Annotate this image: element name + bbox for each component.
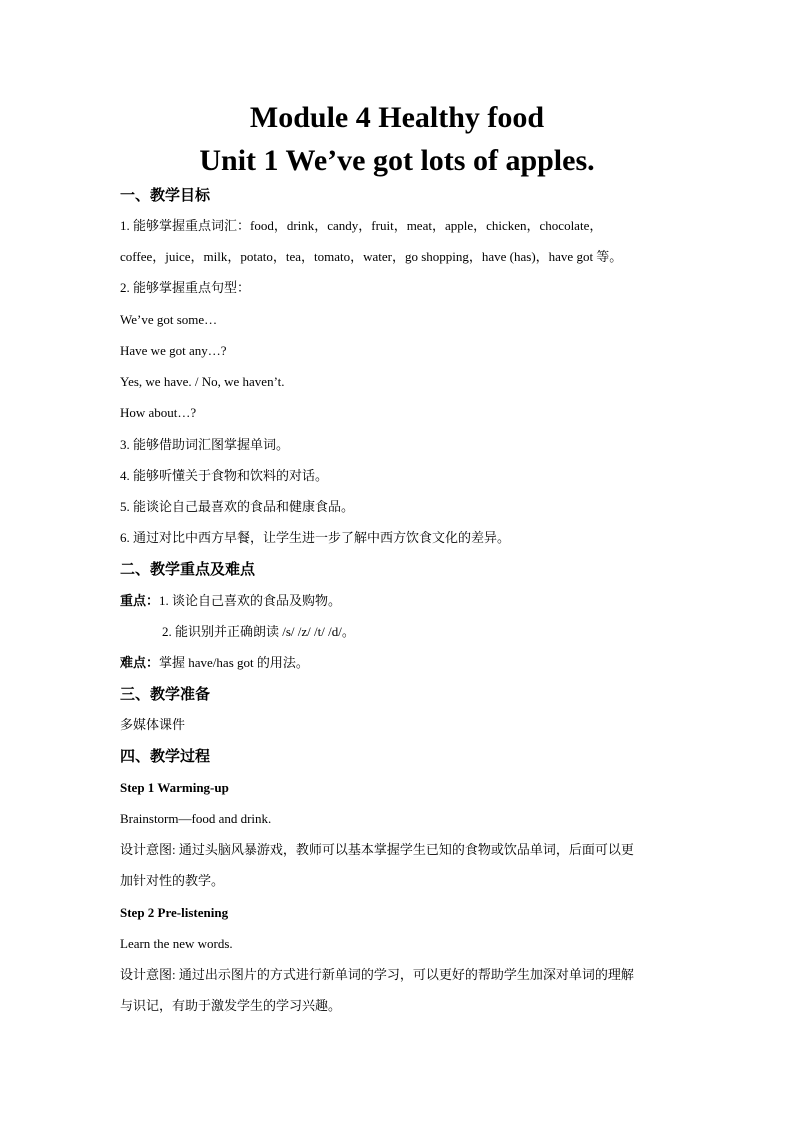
difficulty-text: 掌握 have/has got 的用法。 xyxy=(159,655,309,670)
section-heading-objectives: 一、教学目标 xyxy=(120,186,211,204)
objective-3: 3. 能够借助词汇图掌握单词。 xyxy=(120,437,290,452)
sentence-pattern-4: How about…? xyxy=(120,405,197,420)
key-label: 重点： xyxy=(120,593,160,608)
step-2-content: Learn the new words. xyxy=(120,936,233,951)
objective-2: 2. 能够掌握重点句型： xyxy=(120,280,251,295)
objective-1-line-2: coffee，juice，milk，potato，tea，tomato，water，go shopping，have (has)，have got 等。 xyxy=(120,249,623,264)
objective-5: 5. 能谈论自己最喜欢的食品和健康食品。 xyxy=(120,499,355,514)
section-heading-process: 四、教学过程 xyxy=(120,747,211,765)
sentence-pattern-2: Have we got any…? xyxy=(120,343,227,358)
step-2-intent-line-1: 设计意图: 通过出示图片的方式进行新单词的学习，可以更好的帮助学生加深对单词的理解 xyxy=(120,967,634,982)
module-title: Module 4 Healthy food xyxy=(249,101,545,134)
step-1-intent-line-2: 加针对性的教学。 xyxy=(120,873,225,888)
step-2-title: Step 2 Pre-listening xyxy=(120,905,229,920)
difficulty-label: 难点： xyxy=(120,655,160,670)
step-2-intent-line-2: 与识记，有助于激发学生的学习兴趣。 xyxy=(120,998,342,1013)
step-1-title: Step 1 Warming-up xyxy=(120,780,229,795)
objective-1-line-1: 1. 能够掌握重点词汇：food，drink，candy，fruit，meat，apple，chicken，chocolate， xyxy=(120,218,603,233)
objective-4: 4. 能够听懂关于食物和饮料的对话。 xyxy=(120,468,329,483)
unit-title: Unit 1 We’ve got lots of apples. xyxy=(199,144,595,177)
sentence-pattern-3: Yes, we have. / No, we haven’t. xyxy=(120,374,285,389)
step-1-intent-line-1: 设计意图: 通过头脑风暴游戏，教师可以基本掌握学生已知的食物或饮品单词，后面可以更 xyxy=(120,842,634,857)
difficulty-point xyxy=(120,654,309,672)
step-1-content: Brainstorm—food and drink. xyxy=(120,811,272,826)
objective-6: 6. 通过对比中西方早餐，让学生进一步了解中西方饮食文化的差异。 xyxy=(120,530,511,545)
key-point-1 xyxy=(120,592,341,610)
key-point-1-text: 1. 谈论自己喜欢的食品及购物。 xyxy=(159,593,342,608)
preparation-content: 多媒体课件 xyxy=(120,717,186,732)
section-heading-preparation: 三、教学准备 xyxy=(120,685,211,703)
key-point-2: 2. 能识别并正确朗读 /s/ /z/ /t/ /d/。 xyxy=(162,624,355,639)
sentence-pattern-1: We’ve got some… xyxy=(120,312,218,327)
section-heading-key-points: 二、教学重点及难点 xyxy=(120,560,256,578)
